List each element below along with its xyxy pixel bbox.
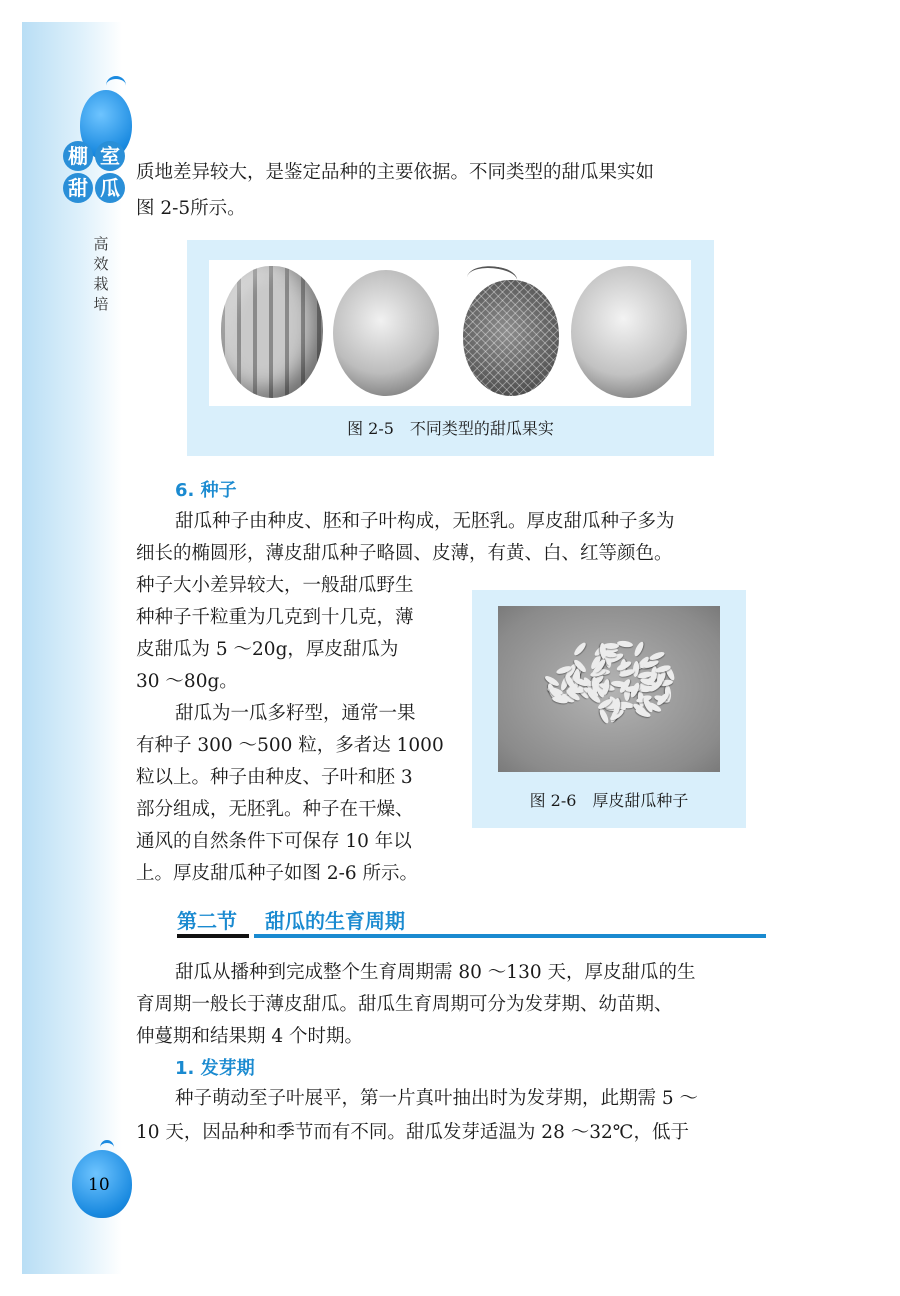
netted-melon-image — [463, 280, 559, 396]
body-line: 图 2-5所示。 — [136, 198, 246, 219]
melon-fruit-photo — [209, 260, 691, 406]
body-line: 部分组成，无胚乳。种子在干燥、 — [136, 799, 414, 820]
body-line: 粒以上。种子由种皮、子叶和胚 3 — [136, 767, 413, 788]
body-line: 细长的椭圆形，薄皮甜瓜种子略圆、皮薄，有黄、白、红等颜色。 — [136, 543, 673, 564]
subheading-seed: 6. 种子 — [175, 480, 237, 501]
section-rule-left — [177, 934, 249, 938]
book-subtitle — [92, 234, 110, 314]
subtitle-char: 效 — [93, 255, 109, 273]
figure-caption: 图 2-6 厚皮甜瓜种子 — [529, 791, 689, 810]
body-line: 甜瓜种子由种皮、胚和子叶构成，无胚乳。厚皮甜瓜种子多为 — [175, 511, 675, 532]
body-line: 伸蔓期和结果期 4 个时期。 — [136, 1026, 364, 1047]
section-number: 第二节 — [177, 909, 237, 933]
body-line: 种子萌动至子叶展平，第一片真叶抽出时为发芽期，此期需 5 ～ — [175, 1088, 699, 1109]
logo-char: 瓜 — [95, 173, 125, 203]
book-series-logo — [62, 140, 134, 204]
logo-char: 甜 — [63, 173, 93, 203]
seed-image — [573, 641, 588, 657]
subtitle-char: 培 — [93, 295, 109, 313]
figure-2-5 — [187, 240, 714, 456]
figure-2-6 — [472, 590, 746, 828]
body-line: 30 ～80g。 — [136, 671, 238, 692]
logo-char: 棚 — [63, 141, 93, 171]
logo-char: 室 — [95, 141, 125, 171]
smooth-melon-image — [571, 266, 687, 398]
body-line: 10 天，因品种和季节而有不同。甜瓜发芽适温为 28 ～32℃，低于 — [136, 1122, 689, 1143]
melon-seed-photo — [498, 606, 720, 772]
body-line: 种子大小差异较大，一般甜瓜野生 — [136, 575, 414, 596]
figure-caption: 图 2-5 不同类型的甜瓜果实 — [347, 419, 554, 438]
section-title: 甜瓜的生育周期 — [265, 909, 405, 933]
section-rule-right — [254, 934, 766, 938]
section-heading — [177, 905, 405, 934]
page-number: 10 — [88, 1175, 110, 1195]
body-line: 种种子千粒重为几克到十几克，薄 — [136, 607, 414, 628]
ribbed-melon-image — [221, 266, 323, 398]
body-line: 有种子 300 ～500 粒，多者达 1000 — [136, 735, 444, 756]
body-line: 甜瓜为一瓜多籽型，通常一果 — [175, 703, 416, 724]
subheading-germination: 1. 发芽期 — [175, 1058, 255, 1079]
subtitle-char: 高 — [93, 235, 109, 253]
seed-image — [616, 640, 633, 648]
sidebar-band — [22, 22, 122, 1274]
body-line: 质地差异较大，是鉴定品种的主要依据。不同类型的甜瓜果实如 — [136, 162, 655, 183]
round-melon-image — [333, 270, 439, 396]
subtitle-char: 栽 — [93, 275, 109, 293]
body-line: 皮甜瓜为 5 ～20g，厚皮甜瓜为 — [136, 639, 399, 660]
seed-image — [632, 640, 644, 657]
body-line: 甜瓜从播种到完成整个生育周期需 80 ～130 天，厚皮甜瓜的生 — [175, 962, 696, 983]
body-line: 通风的自然条件下可保存 10 年以 — [136, 831, 412, 852]
body-line: 上。厚皮甜瓜种子如图 2-6 所示。 — [136, 863, 419, 884]
body-line: 育周期一般长于薄皮甜瓜。甜瓜生育周期可分为发芽期、幼苗期、 — [136, 994, 673, 1015]
